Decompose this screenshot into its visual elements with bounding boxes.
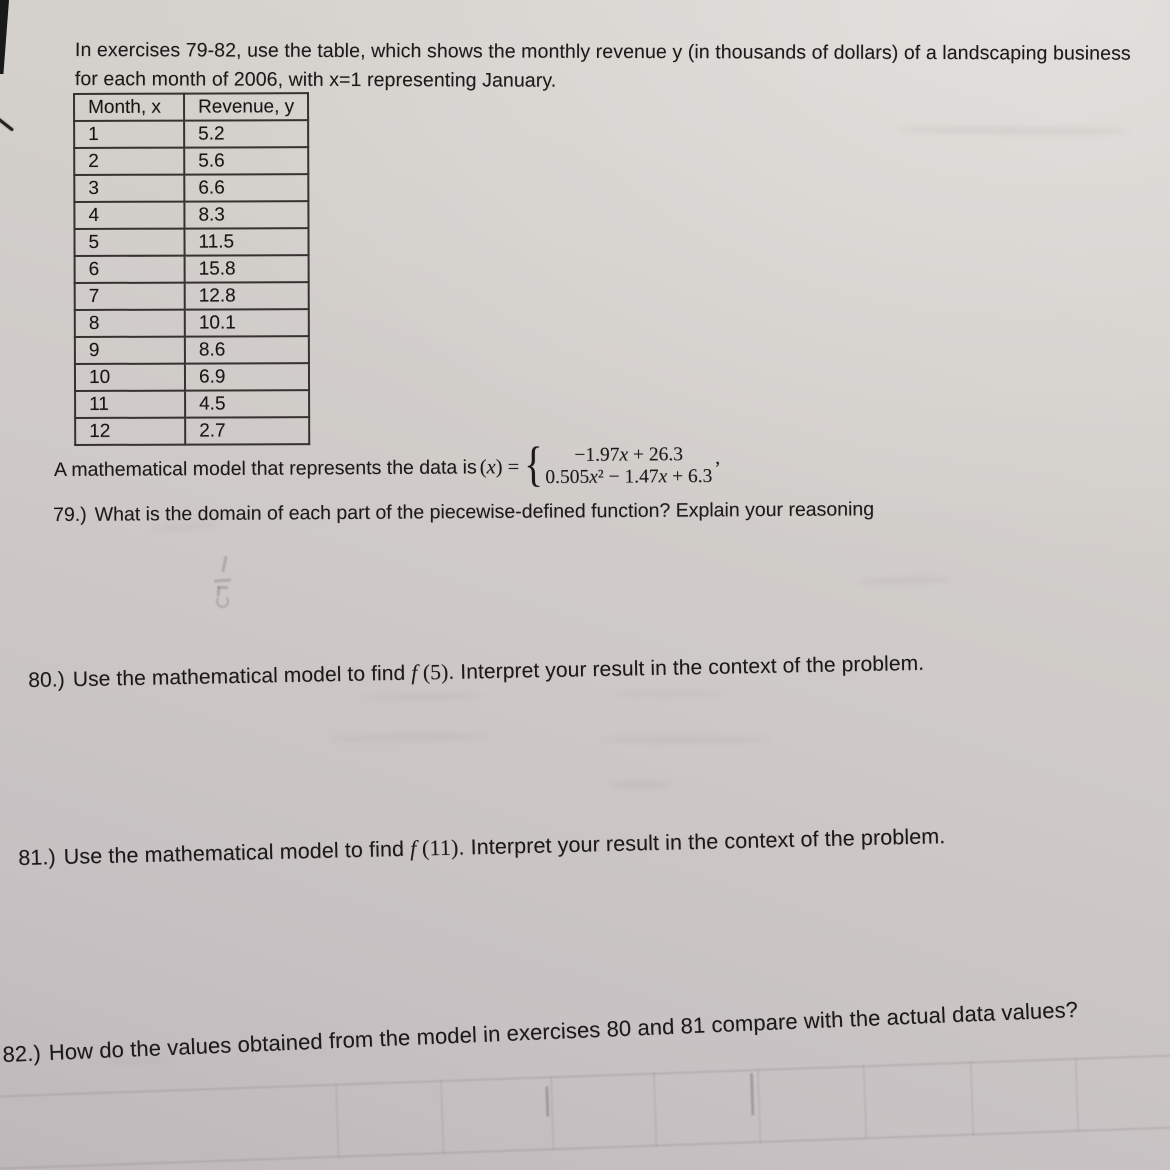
table-row xyxy=(74,120,308,148)
table-row xyxy=(74,201,308,229)
ghost-grid-line xyxy=(335,1084,339,1158)
exercise-80-number: 80.) xyxy=(28,668,66,692)
table-row xyxy=(75,255,309,283)
month-cell: 1 xyxy=(74,121,184,148)
month-cell: 8 xyxy=(75,310,185,337)
exercise-instructions xyxy=(75,36,1165,97)
pencil-mark xyxy=(221,556,227,572)
show-through-smudge xyxy=(608,781,673,789)
exercise-81-math: f (11) xyxy=(409,834,459,861)
ghost-grid-line xyxy=(653,1073,657,1147)
instructions-line-1: In exercises 79-82, use the table, which shows the monthly revenue y (in thousands of dollars) of a landscaping business xyxy=(74,38,1131,65)
model-trailing-comma: ’ xyxy=(714,457,722,480)
exercise-82-number: 82.) xyxy=(2,1040,42,1067)
exercise-81-number: 81.) xyxy=(18,845,57,870)
ghost-grid xyxy=(0,1044,1170,1170)
ghost-grid-line xyxy=(550,1076,554,1150)
ghost-grid-line xyxy=(1075,1058,1079,1132)
pencil-mark xyxy=(216,595,229,608)
exercise-81-text: Use the mathematical model to find xyxy=(63,836,411,869)
revenue-cell: 5.2 xyxy=(184,120,308,147)
show-through-smudge xyxy=(610,691,725,697)
month-cell: 4 xyxy=(74,202,184,229)
table-header-row xyxy=(74,93,308,121)
revenue-table xyxy=(73,92,310,446)
exercise-81-text-end: . Interpret your result in the context of the problem. xyxy=(458,824,946,860)
exercise-80-text-end: . Interpret your result in the context of the problem. xyxy=(448,651,925,684)
month-cell: 3 xyxy=(74,175,184,202)
model-function-notation: (x) = xyxy=(479,455,520,478)
exercise-79-number: 79.) xyxy=(53,503,87,526)
piecewise-bottom-expression: 0.505x² − 1.47x + 6.3 xyxy=(545,465,713,488)
exercise-81 xyxy=(18,823,946,871)
revenue-cell: 6.6 xyxy=(184,174,308,201)
revenue-cell: 8.6 xyxy=(185,336,309,363)
piecewise-function xyxy=(545,443,712,489)
month-cell: 2 xyxy=(74,148,184,175)
table-row xyxy=(74,228,308,256)
pencil-mark xyxy=(214,578,231,582)
exercise-79 xyxy=(53,498,874,527)
month-cell: 10 xyxy=(75,364,185,391)
month-cell: 6 xyxy=(75,256,185,283)
model-intro-text: A mathematical model that represents the data is xyxy=(53,455,477,481)
table-row xyxy=(75,282,309,310)
revenue-cell: 8.3 xyxy=(184,201,308,228)
month-cell: 9 xyxy=(75,337,185,364)
photo-background-edge xyxy=(0,0,9,74)
table-row xyxy=(74,174,308,202)
exercise-80 xyxy=(28,651,924,693)
month-cell: 7 xyxy=(75,283,185,310)
revenue-cell: 6.9 xyxy=(185,363,309,390)
table-row xyxy=(75,336,309,364)
column-header-revenue: Revenue, y xyxy=(184,93,308,120)
piecewise-brace: { xyxy=(524,437,544,492)
show-through-smudge xyxy=(598,736,773,743)
revenue-cell: 4.5 xyxy=(185,390,309,417)
ghost-grid-mark xyxy=(750,1073,754,1115)
ghost-grid-line xyxy=(0,1124,1170,1169)
piecewise-top-expression: −1.97x + 26.3 xyxy=(574,443,684,466)
ghost-grid-line xyxy=(440,1080,444,1154)
ghost-grid-line xyxy=(863,1065,867,1139)
revenue-cell: 15.8 xyxy=(185,255,309,282)
exercise-79-text: What is the domain of each part of the piecewise-defined function? Explain your reasoning xyxy=(94,498,875,526)
exercise-80-text: Use the mathematical model to find xyxy=(72,661,412,692)
table-row xyxy=(75,363,309,391)
exercise-80-math: f (5) xyxy=(411,659,449,685)
ghost-grid-line xyxy=(970,1062,974,1136)
revenue-cell: 11.5 xyxy=(184,228,308,255)
table-row xyxy=(75,309,309,337)
table-row xyxy=(74,147,308,175)
table-row xyxy=(75,417,309,445)
revenue-cell: 5.6 xyxy=(184,147,308,174)
month-cell: 11 xyxy=(75,391,185,418)
ghost-grid-mark xyxy=(545,1086,549,1116)
month-cell: 12 xyxy=(75,418,185,445)
instructions-line-2: for each month of 2006, with x=1 representing January. xyxy=(74,67,557,92)
show-through-smudge xyxy=(858,575,953,585)
column-header-month: Month, x xyxy=(74,94,184,121)
paper-edge-mark xyxy=(0,117,14,131)
revenue-cell: 2.7 xyxy=(185,417,309,444)
revenue-cell: 12.8 xyxy=(185,282,309,309)
table-row xyxy=(75,390,309,418)
show-through-smudge xyxy=(328,733,493,743)
revenue-cell: 10.1 xyxy=(185,309,309,336)
show-through-smudge xyxy=(360,693,485,701)
exercise-82-text: How do the values obtained from the model in exercises 80 and 81 compare with the actual data values? xyxy=(48,996,1079,1066)
month-cell: 5 xyxy=(74,229,184,256)
show-through-smudge xyxy=(895,126,1130,135)
ghost-grid-line xyxy=(757,1069,761,1143)
model-statement xyxy=(53,437,722,496)
